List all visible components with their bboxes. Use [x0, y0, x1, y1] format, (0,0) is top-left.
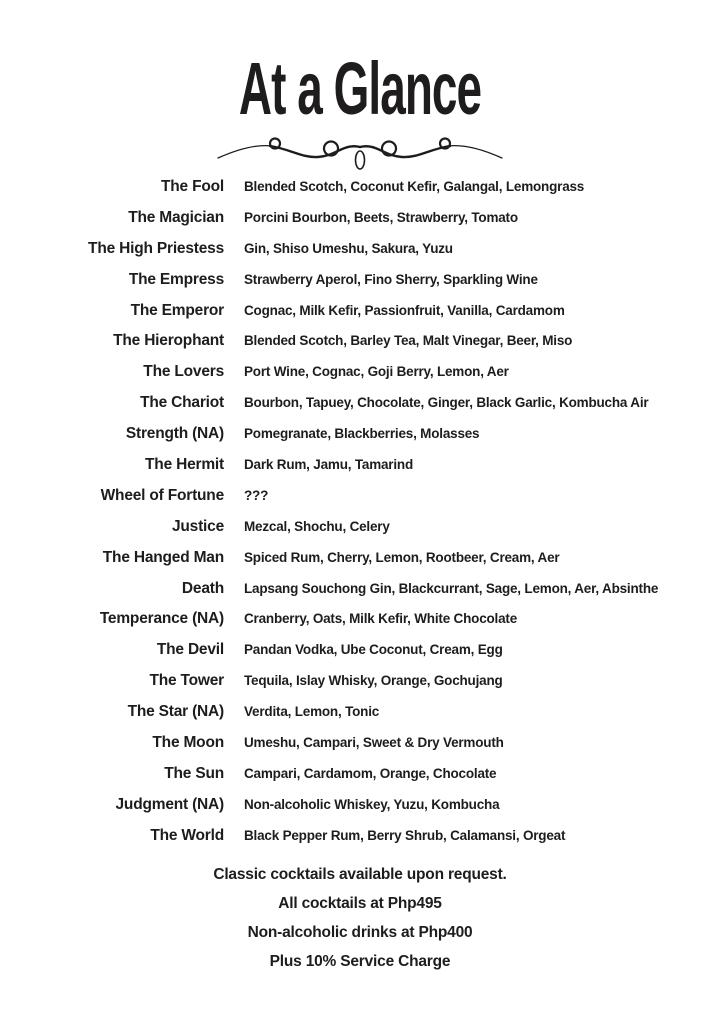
cocktail-list	[0, 172, 720, 852]
menu-row	[0, 604, 720, 635]
menu-row	[0, 821, 720, 852]
cocktail-ingredients: ???	[244, 487, 269, 503]
cocktail-name: The Tower	[149, 672, 224, 690]
menu-row	[0, 728, 720, 759]
cocktail-ingredients: Porcini Bourbon, Beets, Strawberry, Tomato	[244, 209, 518, 225]
menu-row	[0, 172, 720, 203]
cocktail-ingredients: Black Pepper Rum, Berry Shrub, Calamansi, Orgeat	[244, 827, 566, 843]
cocktail-name: Justice	[171, 517, 224, 535]
cocktail-ingredients: Bourbon, Tapuey, Chocolate, Ginger, Black Garlic, Kombucha Air	[244, 395, 649, 411]
menu-row	[0, 450, 720, 481]
cocktail-ingredients: Non-alcoholic Whiskey, Yuzu, Kombucha	[244, 796, 500, 812]
cocktail-ingredients: Spiced Rum, Cherry, Lemon, Rootbeer, Cream, Aer	[244, 549, 560, 565]
menu-row	[0, 357, 720, 388]
cocktail-ingredients: Gin, Shiso Umeshu, Sakura, Yuzu	[244, 240, 453, 256]
menu-row	[0, 203, 720, 234]
menu-row	[0, 296, 720, 327]
cocktail-name: The Lovers	[143, 363, 224, 381]
menu-row	[0, 388, 720, 419]
cocktail-ingredients: Cranberry, Oats, Milk Kefir, White Chocolate	[244, 611, 518, 627]
cocktail-name: Strength (NA)	[125, 425, 224, 443]
cocktail-name: Wheel of Fortune	[100, 486, 224, 504]
cocktail-name: The Star (NA)	[127, 703, 224, 721]
cocktail-name: The Sun	[164, 764, 224, 782]
cocktail-name: The Hanged Man	[102, 548, 224, 566]
cocktail-name: The High Priestess	[88, 239, 224, 257]
menu-row	[0, 234, 720, 265]
flourish-swirl-icon	[214, 132, 506, 172]
cocktail-ingredients: Blended Scotch, Coconut Kefir, Galangal, Lemongrass	[244, 179, 585, 194]
menu-row	[0, 574, 720, 605]
cocktail-name: Judgment (NA)	[115, 795, 224, 813]
cocktail-name: The World	[150, 826, 224, 844]
cocktail-ingredients: Port Wine, Cognac, Goji Berry, Lemon, Aer	[244, 364, 509, 380]
menu-row	[0, 419, 720, 450]
menu-row	[0, 790, 720, 821]
menu-row	[0, 697, 720, 728]
cocktail-ingredients: Strawberry Aperol, Fino Sherry, Sparkling Wine	[244, 271, 538, 287]
footer-note: Plus 10% Service Charge	[269, 952, 451, 970]
page-title: At a Glance	[238, 47, 482, 130]
menu-row	[0, 759, 720, 790]
cocktail-name: The Magician	[128, 208, 224, 226]
menu-row	[0, 635, 720, 666]
cocktail-name: The Empress	[128, 270, 224, 288]
cocktail-ingredients: Blended Scotch, Barley Tea, Malt Vinegar, Beer, Miso	[244, 333, 573, 349]
menu-row	[0, 666, 720, 697]
cocktail-name: The Emperor	[130, 301, 224, 319]
cocktail-name: Death	[181, 579, 224, 597]
footer-note: Classic cocktails available upon request.	[213, 865, 507, 883]
cocktail-name: The Devil	[156, 641, 224, 659]
cocktail-ingredients: Verdita, Lemon, Tonic	[244, 704, 380, 720]
menu-row	[0, 265, 720, 296]
footer-note: All cocktails at Php495	[278, 894, 442, 912]
cocktail-name: The Moon	[152, 734, 224, 752]
cocktail-ingredients: Tequila, Islay Whisky, Orange, Gochujang	[244, 673, 503, 689]
menu-row	[0, 543, 720, 574]
cocktail-ingredients: Lapsang Souchong Gin, Blackcurrant, Sage, Lemon, Aer, Absinthe	[244, 580, 659, 596]
cocktail-ingredients: Mezcal, Shochu, Celery	[244, 518, 390, 534]
cocktail-ingredients: Pandan Vodka, Ube Coconut, Cream, Egg	[244, 642, 503, 658]
cocktail-name: The Chariot	[140, 394, 224, 412]
menu-row	[0, 512, 720, 543]
cocktail-ingredients: Campari, Cardamom, Orange, Chocolate	[244, 765, 497, 781]
cocktail-ingredients: Pomegranate, Blackberries, Molasses	[244, 426, 480, 442]
cocktail-name: The Fool	[161, 178, 224, 195]
footer-note: Non-alcoholic drinks at Php400	[247, 923, 473, 941]
flourish-divider	[214, 132, 506, 172]
cocktail-name: The Hierophant	[113, 332, 224, 350]
menu-row	[0, 326, 720, 357]
cocktail-ingredients: Umeshu, Campari, Sweet & Dry Vermouth	[244, 735, 504, 751]
cocktail-name: The Hermit	[145, 456, 224, 474]
cocktail-name: Temperance (NA)	[99, 610, 224, 628]
cocktail-ingredients: Dark Rum, Jamu, Tamarind	[244, 457, 413, 473]
cocktail-ingredients: Cognac, Milk Kefir, Passionfruit, Vanilla, Cardamom	[244, 302, 565, 318]
footer-notes	[0, 860, 720, 976]
menu-row	[0, 481, 720, 512]
